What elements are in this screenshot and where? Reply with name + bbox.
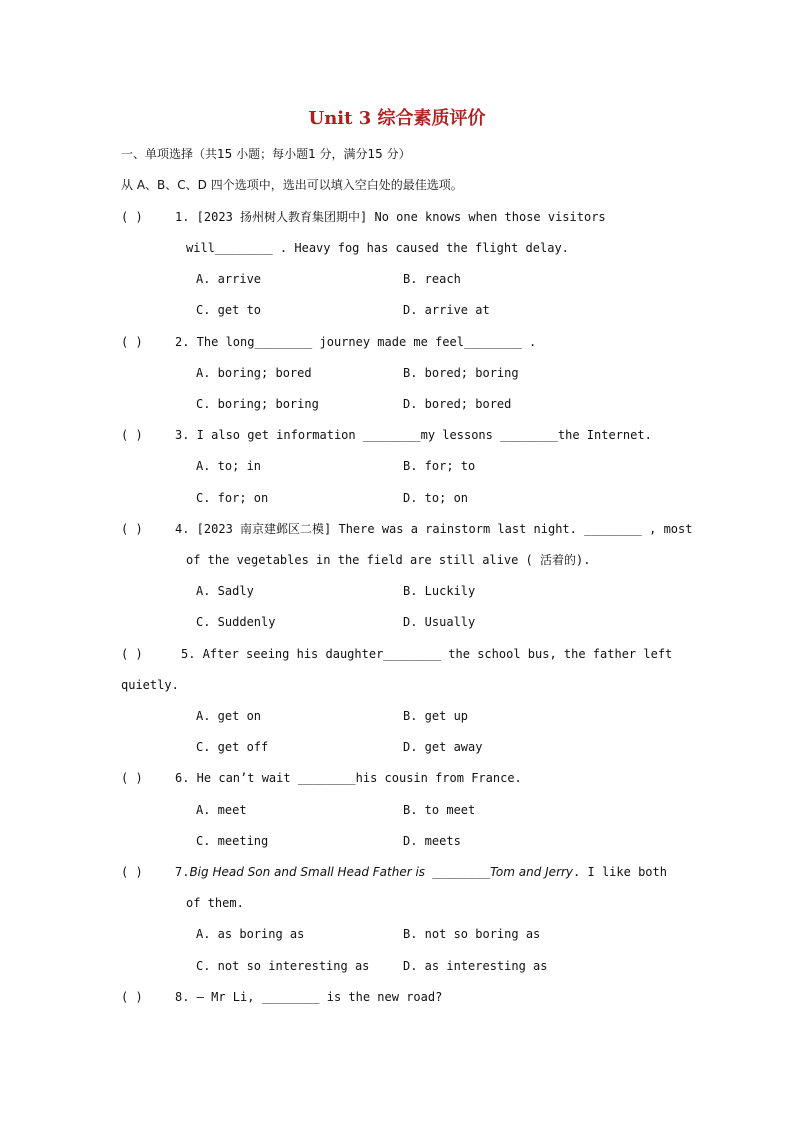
- question-stem: 6. He can’t wait ________his cousin from France.: [175, 771, 522, 785]
- option-d[interactable]: D. as interesting as: [403, 959, 548, 973]
- answer-blank[interactable]: ( ): [121, 647, 143, 661]
- section-heading: 一、单项选择（共15 小题；每小题1 分，满分15 分）: [121, 147, 411, 161]
- option-a[interactable]: A. get on: [196, 709, 262, 723]
- blank: ________: [425, 865, 491, 879]
- question-stem: 1. [2023 扬州树人教育集团期中] No one knows when those visitors: [175, 210, 606, 224]
- title-italic-2: Tom and Jerry: [490, 865, 574, 879]
- option-b[interactable]: B. Luckily: [403, 584, 476, 598]
- option-d[interactable]: D. to; on: [403, 491, 469, 505]
- option-a[interactable]: A. Sadly: [196, 584, 254, 598]
- option-b[interactable]: B. bored; boring: [403, 366, 519, 380]
- option-b[interactable]: B. not so boring as: [403, 927, 541, 941]
- option-a[interactable]: A. to; in: [196, 459, 262, 473]
- question-stem: [175, 864, 667, 880]
- option-d[interactable]: D. Usually: [403, 615, 476, 629]
- answer-blank[interactable]: ( ): [121, 771, 143, 785]
- option-b[interactable]: B. to meet: [403, 803, 476, 817]
- answer-blank[interactable]: ( ): [121, 865, 143, 879]
- option-d[interactable]: D. meets: [403, 834, 461, 848]
- option-b[interactable]: B. for; to: [403, 459, 476, 473]
- option-a[interactable]: A. arrive: [196, 272, 262, 286]
- question-stem-continued: quietly.: [121, 678, 179, 692]
- answer-blank[interactable]: ( ): [121, 210, 143, 224]
- answer-blank[interactable]: ( ): [121, 428, 143, 442]
- option-c[interactable]: C. Suddenly: [196, 615, 276, 629]
- option-a[interactable]: A. boring; bored: [196, 366, 312, 380]
- question-stem-continued: of the vegetables in the field are still alive ( 活着的).: [186, 553, 591, 567]
- option-c[interactable]: C. get to: [196, 303, 262, 317]
- option-d[interactable]: D. arrive at: [403, 303, 490, 317]
- question-stem-continued: of them.: [186, 896, 244, 910]
- option-c[interactable]: C. not so interesting as: [196, 959, 370, 973]
- question-stem: 3. I also get information ________my lessons ________the Internet.: [175, 428, 652, 442]
- option-c[interactable]: C. get off: [196, 740, 269, 754]
- question-stem: 5. After seeing his daughter________ the school bus, the father left: [181, 647, 673, 661]
- question-stem: 2. The long________ journey made me feel________ .: [175, 335, 537, 349]
- page-title: Unit 3 综合素质评价: [308, 108, 486, 129]
- answer-blank[interactable]: ( ): [121, 990, 143, 1004]
- section-instruction: 从 A、B、C、D 四个选项中，选出可以填入空白处的最佳选项。: [121, 178, 463, 192]
- option-b[interactable]: B. get up: [403, 709, 469, 723]
- title-italic-1: Big Head Son and Small Head Father is: [189, 865, 426, 879]
- option-c[interactable]: C. boring; boring: [196, 397, 319, 411]
- question-stem-continued: will________ . Heavy fog has caused the flight delay.: [186, 241, 569, 255]
- option-c[interactable]: C. for; on: [196, 491, 269, 505]
- stem-end: . I like both: [573, 865, 667, 879]
- option-c[interactable]: C. meeting: [196, 834, 269, 848]
- answer-blank[interactable]: ( ): [121, 335, 143, 349]
- option-a[interactable]: A. meet: [196, 803, 247, 817]
- question-stem: 4. [2023 南京建邺区二模] There was a rainstorm last night. ________ , most: [175, 522, 693, 536]
- answer-blank[interactable]: ( ): [121, 522, 143, 536]
- option-d[interactable]: D. get away: [403, 740, 483, 754]
- question-stem: 8. — Mr Li, ________ is the new road?: [175, 990, 443, 1004]
- option-a[interactable]: A. as boring as: [196, 927, 305, 941]
- option-b[interactable]: B. reach: [403, 272, 461, 286]
- question-number: 7.: [175, 865, 190, 879]
- option-d[interactable]: D. bored; bored: [403, 397, 512, 411]
